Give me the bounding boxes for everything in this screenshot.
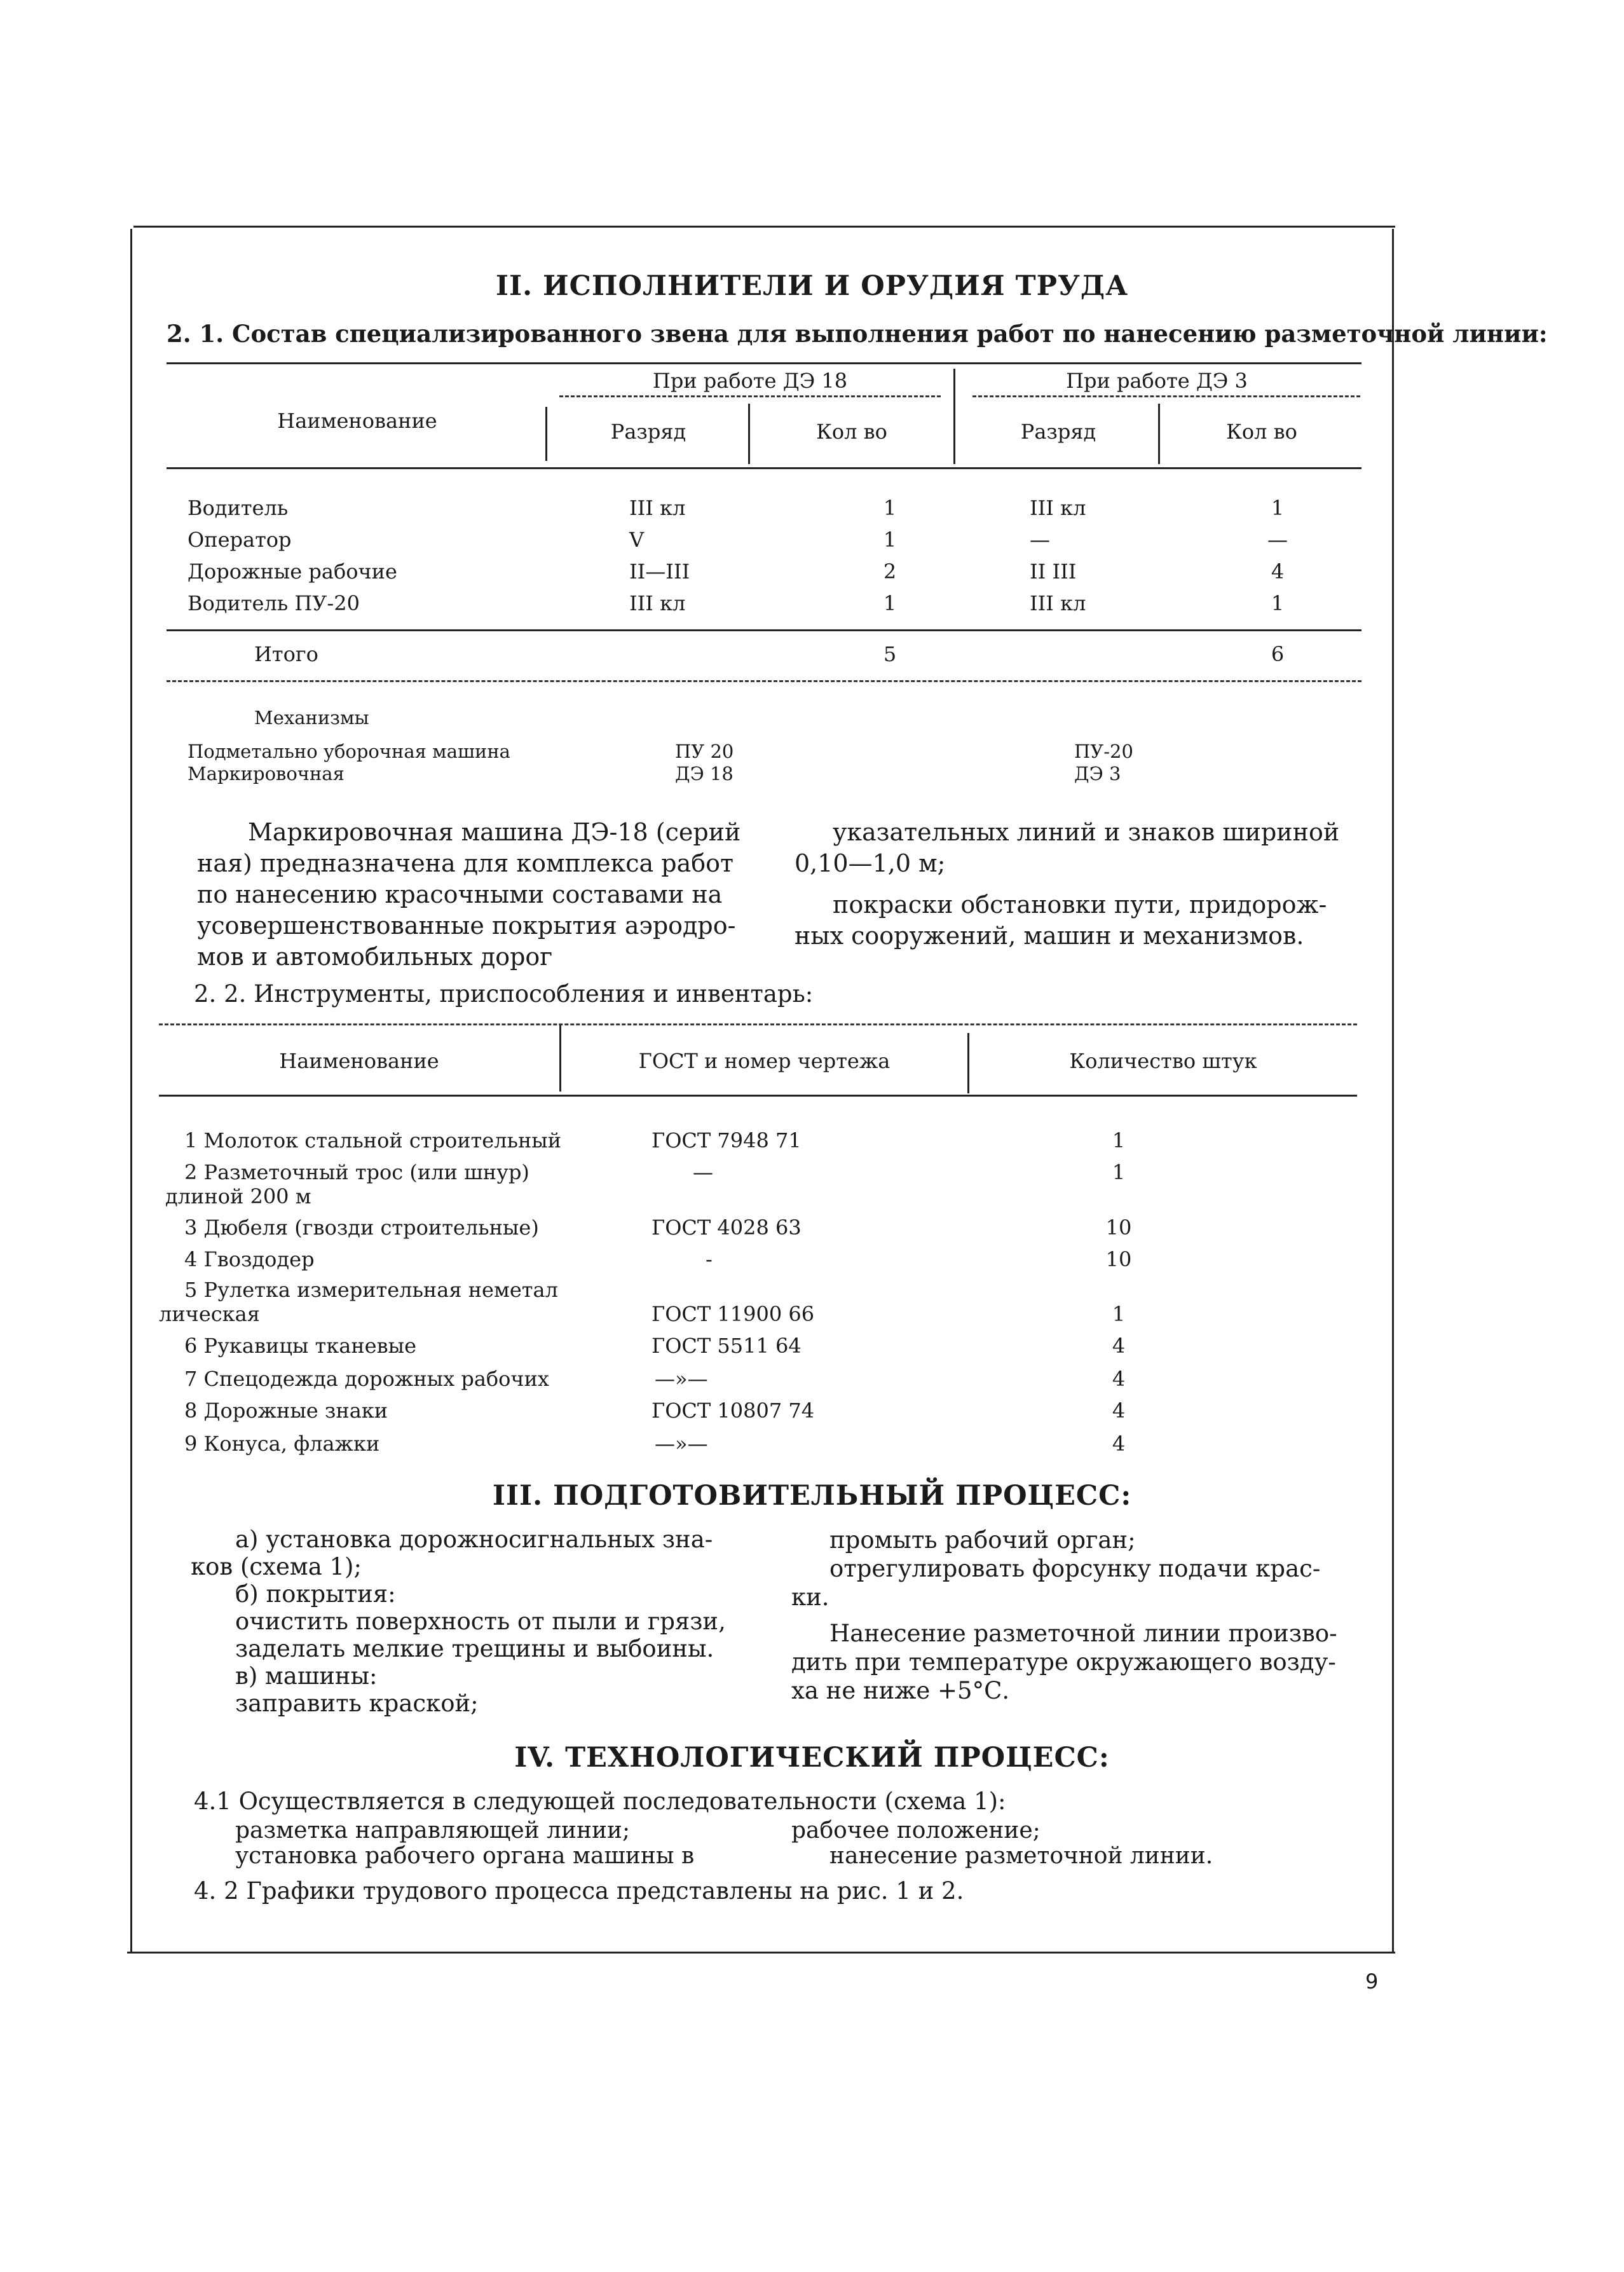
table-row <box>0 1334 1624 1362</box>
tool-gost: ГОСТ 11900 66 <box>652 1302 815 1326</box>
tools-table-top-rule <box>159 1023 1357 1025</box>
text-line: усовершенствованные покрытия аэродро- <box>197 912 736 940</box>
crew-qty-1: 1 <box>883 496 897 520</box>
tools-col-divider-1 <box>559 1025 561 1092</box>
paragraph-4-1: 4.1 Осуществляется в следующей последовательности (схема 1): <box>194 1788 1006 1815</box>
right-frame-line <box>1392 229 1394 1952</box>
crew-col-name: Наименование <box>277 409 437 433</box>
tool-name: 1 Молоток стальной строительный <box>184 1128 562 1153</box>
tool-qty: 4 <box>1112 1334 1126 1358</box>
table-row <box>0 528 1624 556</box>
crew-qty-2: 4 <box>1271 559 1285 584</box>
text-line: разметка направляющей линии; <box>235 1817 631 1844</box>
tool-qty: 1 <box>1112 1160 1126 1184</box>
mechanism-de3: ДЭ 3 <box>1074 763 1121 784</box>
mechanism-row <box>0 741 1624 765</box>
text-line: Маркировочная машина ДЭ-18 (серий <box>248 818 741 846</box>
crew-group-rule-1 <box>559 395 941 397</box>
text-line: указательных линий и знаков шириной <box>833 818 1340 846</box>
mechanism-de18: ПУ 20 <box>675 741 734 762</box>
text-line: ков (схема 1); <box>191 1553 362 1580</box>
tool-qty: 4 <box>1112 1367 1126 1391</box>
tools-col-qty: Количество штук <box>1069 1049 1257 1073</box>
text-line: б) покрытия: <box>235 1580 396 1608</box>
text-line: отрегулировать форсунку подачи крас- <box>829 1555 1321 1582</box>
text-line: ки. <box>791 1584 829 1611</box>
text-line: а) установка дорожносигнальных зна- <box>235 1526 713 1553</box>
mechanism-name: Подметально уборочная машина <box>188 741 510 762</box>
crew-total-bottom-rule <box>167 680 1361 682</box>
paragraph-2-2: 2. 2. Инструменты, приспособления и инвентарь: <box>194 980 814 1008</box>
text-line: установка рабочего органа машины в <box>235 1843 695 1869</box>
crew-qty-2: 1 <box>1271 496 1285 520</box>
mechanism-name: Маркировочная <box>188 763 345 784</box>
section-4-left <box>235 1818 694 1869</box>
tool-name: 4 Гвоздодер <box>184 1247 315 1271</box>
mechanism-de18: ДЭ 18 <box>675 763 734 784</box>
crew-grade-1: III кл <box>629 496 686 520</box>
tool-qty: 10 <box>1105 1215 1132 1240</box>
text-line: ных сооружений, машин и механизмов. <box>795 922 1304 950</box>
crew-qty-2: 1 <box>1271 591 1285 615</box>
crew-group-rule-2 <box>972 395 1360 397</box>
crew-total-rule <box>167 629 1361 631</box>
table-row <box>0 496 1624 524</box>
table-row <box>0 591 1624 620</box>
text-line: дить при температуре окружающего возду- <box>791 1648 1336 1676</box>
section-2-title: II. ИСПОЛНИТЕЛИ И ОРУДИЯ ТРУДА <box>495 270 1129 302</box>
tool-gost: ГОСТ 4028 63 <box>652 1215 802 1240</box>
paragraph-2-1: 2. 1. Состав специализированного звена для выполнения работ по нанесению разметочной линии: <box>167 320 1548 348</box>
tool-name: 7 Спецодежда дорожных рабочих <box>184 1367 549 1391</box>
crew-qty-2: — <box>1267 528 1288 552</box>
mechanism-de3: ПУ-20 <box>1074 741 1133 762</box>
section-3-right <box>791 1526 1363 1705</box>
text-line: рабочее положение; <box>791 1817 1041 1844</box>
tool-name: 5 Рулетка измерительная неметал <box>184 1278 558 1302</box>
crew-total-label: Итого <box>254 642 318 666</box>
tool-qty: 1 <box>1112 1302 1126 1326</box>
crew-col-grade-1: Разряд <box>610 420 686 444</box>
crew-header-rule <box>167 467 1361 469</box>
crew-grade-2: — <box>1030 528 1050 552</box>
table-row <box>0 1367 1624 1395</box>
text-line: по нанесению красочными составами на <box>197 880 723 908</box>
tool-name: 6 Рукавицы тканевые <box>184 1334 416 1358</box>
tool-qty: 10 <box>1105 1247 1132 1271</box>
text-line: заправить краской; <box>235 1690 479 1717</box>
section-4-right <box>791 1818 1213 1869</box>
top-rule <box>133 226 1395 228</box>
section-4-title: IV. ТЕХНОЛОГИЧЕСКИЙ ПРОЦЕСС: <box>514 1742 1110 1774</box>
tool-gost: — <box>693 1160 713 1184</box>
tool-gost: —»— <box>655 1367 708 1391</box>
tool-gost: ГОСТ 5511 64 <box>652 1334 802 1358</box>
tool-name-cont: длиной 200 м <box>165 1184 311 1208</box>
crew-group-de3: При работе ДЭ 3 <box>1066 369 1248 393</box>
crew-total-row <box>0 642 1624 671</box>
crew-grade-1: V <box>629 528 645 552</box>
table-row <box>0 1278 1624 1329</box>
page-number: 9 <box>1365 1969 1379 1994</box>
crew-grade-1: III кл <box>629 591 686 615</box>
crew-col-divider-3 <box>953 369 955 464</box>
mechanisms-label: Механизмы <box>254 707 369 729</box>
text-line: Нанесение разметочной линии произво- <box>829 1620 1337 1647</box>
mechanism-row <box>0 763 1624 787</box>
crew-grade-2: II III <box>1030 559 1077 584</box>
tool-gost: - <box>706 1247 713 1271</box>
text-line: нанесение разметочной линии. <box>829 1843 1213 1869</box>
machine-description-right <box>795 817 1367 952</box>
tool-gost: ГОСТ 10807 74 <box>652 1399 815 1423</box>
text-line: 0,10—1,0 м; <box>795 849 946 877</box>
crew-name: Водитель ПУ-20 <box>188 591 360 615</box>
crew-grade-2: III кл <box>1030 496 1086 520</box>
table-row <box>0 1399 1624 1427</box>
tool-name-cont: лическая <box>159 1302 260 1326</box>
tool-name: 8 Дорожные знаки <box>184 1399 388 1423</box>
text-line: в) машины: <box>235 1662 378 1690</box>
tool-qty: 4 <box>1112 1432 1126 1456</box>
table-row <box>0 1432 1624 1460</box>
text-line: покраски обстановки пути, придорож- <box>833 891 1327 919</box>
table-row <box>0 559 1624 588</box>
tools-header-rule <box>159 1095 1357 1097</box>
tool-gost: —»— <box>655 1432 708 1456</box>
crew-group-de18: При работе ДЭ 18 <box>652 369 848 393</box>
crew-qty-1: 1 <box>883 528 897 552</box>
text-line: ха не ниже +5°С. <box>791 1677 1010 1704</box>
crew-col-qty-1: Кол во <box>816 420 887 444</box>
tools-col-name: Наименование <box>279 1049 439 1073</box>
tools-col-gost: ГОСТ и номер чертежа <box>638 1049 890 1073</box>
tool-qty: 4 <box>1112 1399 1126 1423</box>
paragraph-4-2: 4. 2 Графики трудового процесса представлены на рис. 1 и 2. <box>194 1877 964 1905</box>
tool-name: 2 Разметочный трос (или шнур) <box>184 1160 529 1184</box>
table-row <box>0 1247 1624 1276</box>
text-line: ная) предназначена для комплекса работ <box>197 849 734 877</box>
crew-name: Водитель <box>188 496 289 520</box>
left-frame-line <box>130 229 132 1952</box>
crew-table-top-rule <box>167 362 1361 364</box>
text-line: заделать мелкие трещины и выбоины. <box>235 1635 714 1662</box>
tool-gost: ГОСТ 7948 71 <box>652 1128 802 1153</box>
text-line: мов и автомобильных дорог <box>197 943 553 971</box>
tool-name: 9 Конуса, флажки <box>184 1432 380 1456</box>
crew-name: Оператор <box>188 528 292 552</box>
crew-total-2: 6 <box>1271 642 1285 666</box>
text-line: очистить поверхность от пыли и грязи, <box>235 1608 726 1635</box>
machine-description-left <box>197 817 769 973</box>
crew-col-qty-2: Кол во <box>1226 420 1297 444</box>
table-row <box>0 1215 1624 1244</box>
text-line: промыть рабочий орган; <box>829 1526 1136 1554</box>
crew-col-grade-2: Разряд <box>1020 420 1096 444</box>
crew-qty-1: 2 <box>883 559 897 584</box>
crew-name: Дорожные рабочие <box>188 559 397 584</box>
table-row <box>0 1160 1624 1211</box>
table-row <box>0 1128 1624 1157</box>
crew-grade-2: III кл <box>1030 591 1086 615</box>
crew-qty-1: 1 <box>883 591 897 615</box>
crew-grade-1: II—III <box>629 559 690 584</box>
tool-qty: 1 <box>1112 1128 1126 1153</box>
section-3-title: III. ПОДГОТОВИТЕЛЬНЫЙ ПРОЦЕСС: <box>492 1480 1132 1512</box>
crew-total-1: 5 <box>883 642 897 666</box>
tool-name: 3 Дюбеля (гвозди строительные) <box>184 1215 539 1240</box>
bottom-rule <box>127 1952 1395 1954</box>
section-3-left <box>191 1526 763 1717</box>
